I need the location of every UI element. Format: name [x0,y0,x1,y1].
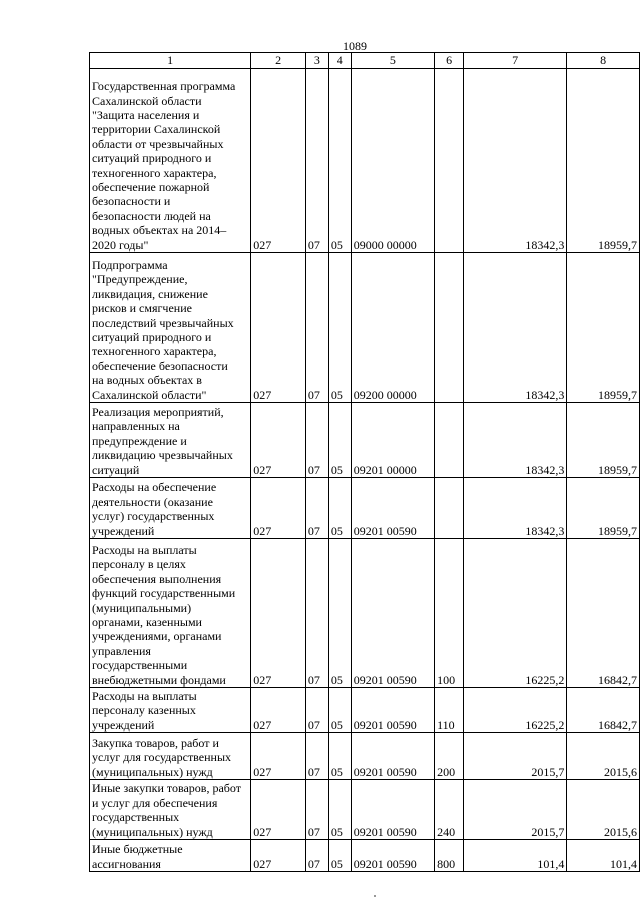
cell-expense-type [435,69,464,253]
cell-subsection: 05 [328,780,351,840]
row-name: Государственная программа Сахалинской области "Защита населения и территории Сахалинской области от чрезвычайных ситуаций природного и техногенного характера, обеспечение пожарной безопасности и безопасности людей на водных объектах на 2014– 2020 годы" [90,69,251,253]
cell-expense-type [435,478,464,539]
cell-section: 07 [305,403,328,478]
table-row [90,69,640,253]
budget-table [89,52,640,872]
row-name: Закупка товаров, работ и услуг для государственных (муниципальных) нужд [90,733,251,780]
cell-admin-code: 027 [251,69,306,253]
cell-expense-type: 100 [435,539,464,688]
cell-target-article: 09201 00590 [351,733,434,780]
table-row [90,253,640,403]
cell-section: 07 [305,253,328,403]
cell-amount-col7: 2015,7 [464,780,567,840]
row-name: Расходы на обеспечение деятельности (оказание услуг) государственных учреждений [90,478,251,539]
cell-admin-code: 027 [251,253,306,403]
table-row [90,478,640,539]
cell-subsection: 05 [328,403,351,478]
cell-section: 07 [305,840,328,872]
cell-section: 07 [305,539,328,688]
cell-expense-type: 110 [435,688,464,733]
cell-subsection: 05 [328,688,351,733]
cell-expense-type: 200 [435,733,464,780]
cell-subsection: 05 [328,840,351,872]
cell-admin-code: 027 [251,539,306,688]
cell-amount-col7: 18342,3 [464,478,567,539]
table-row [90,688,640,733]
cell-target-article: 09201 00590 [351,688,434,733]
column-header: 8 [567,53,640,69]
column-header: 6 [435,53,464,69]
row-name: Расходы на выплаты персоналу казенных учреждений [90,688,251,733]
cell-admin-code: 027 [251,780,306,840]
table-row [90,780,640,840]
cell-amount-col7: 16225,2 [464,688,567,733]
cell-subsection: 05 [328,478,351,539]
cell-amount-col7: 18342,3 [464,403,567,478]
cell-subsection: 05 [328,69,351,253]
page-number: 1089 [343,39,367,53]
row-name: Иные бюджетные ассигнования [90,840,251,872]
cell-target-article: 09200 00000 [351,253,434,403]
column-header: 7 [464,53,567,69]
cell-expense-type: 800 [435,840,464,872]
table-header-row [90,53,640,69]
cell-target-article: 09201 00590 [351,840,434,872]
cell-amount-col8: 2015,6 [567,733,640,780]
cell-amount-col8: 16842,7 [567,688,640,733]
table-row [90,840,640,872]
cell-admin-code: 027 [251,478,306,539]
column-header: 1 [90,53,251,69]
cell-amount-col8: 18959,7 [567,403,640,478]
column-header: 4 [328,53,351,69]
cell-amount-col7: 101,4 [464,840,567,872]
cell-expense-type: 240 [435,780,464,840]
cell-amount-col8: 101,4 [567,840,640,872]
table-row [90,539,640,688]
cell-amount-col8: 18959,7 [567,69,640,253]
row-name: Подпрограмма "Предупреждение, ликвидация, снижение рисков и смягчение последствий чрезвычайных ситуаций природного и техногенного характера, обеспечение безопасности на водных объектах в Сахалинской области" [90,253,251,403]
cell-amount-col7: 2015,7 [464,733,567,780]
cell-expense-type [435,403,464,478]
table-row [90,733,640,780]
row-name: Реализация мероприятий, направленных на предупреждение и ликвидацию чрезвычайных ситуаций [90,403,251,478]
cell-admin-code: 027 [251,403,306,478]
cell-section: 07 [305,780,328,840]
cell-section: 07 [305,688,328,733]
cell-subsection: 05 [328,253,351,403]
cell-subsection: 05 [328,539,351,688]
cell-amount-col7: 18342,3 [464,69,567,253]
cell-target-article: 09201 00590 [351,780,434,840]
cell-admin-code: 027 [251,733,306,780]
cell-target-article: 09000 00000 [351,69,434,253]
column-header: 5 [351,53,434,69]
cell-section: 07 [305,478,328,539]
cell-amount-col8: 18959,7 [567,478,640,539]
column-header: 2 [251,53,306,69]
row-name: Расходы на выплаты персоналу в целях обеспечения выполнения функций государственными (муниципальными) органами, казенными учреждениями, органами управления государственными внебюджетными фондами [90,539,251,688]
cell-amount-col8: 2015,6 [567,780,640,840]
cell-target-article: 09201 00000 [351,403,434,478]
cell-section: 07 [305,69,328,253]
cell-section: 07 [305,733,328,780]
cell-target-article: 09201 00590 [351,539,434,688]
row-name: Иные закупки товаров, работ и услуг для обеспечения государственных (муниципальных) нужд [90,780,251,840]
cell-amount-col7: 16225,2 [464,539,567,688]
cell-subsection: 05 [328,733,351,780]
cell-amount-col7: 18342,3 [464,253,567,403]
cell-amount-col8: 18959,7 [567,253,640,403]
cell-target-article: 09201 00590 [351,478,434,539]
scan-speck [374,895,376,897]
cell-admin-code: 027 [251,688,306,733]
cell-amount-col8: 16842,7 [567,539,640,688]
table-row [90,403,640,478]
cell-admin-code: 027 [251,840,306,872]
cell-expense-type [435,253,464,403]
column-header: 3 [305,53,328,69]
